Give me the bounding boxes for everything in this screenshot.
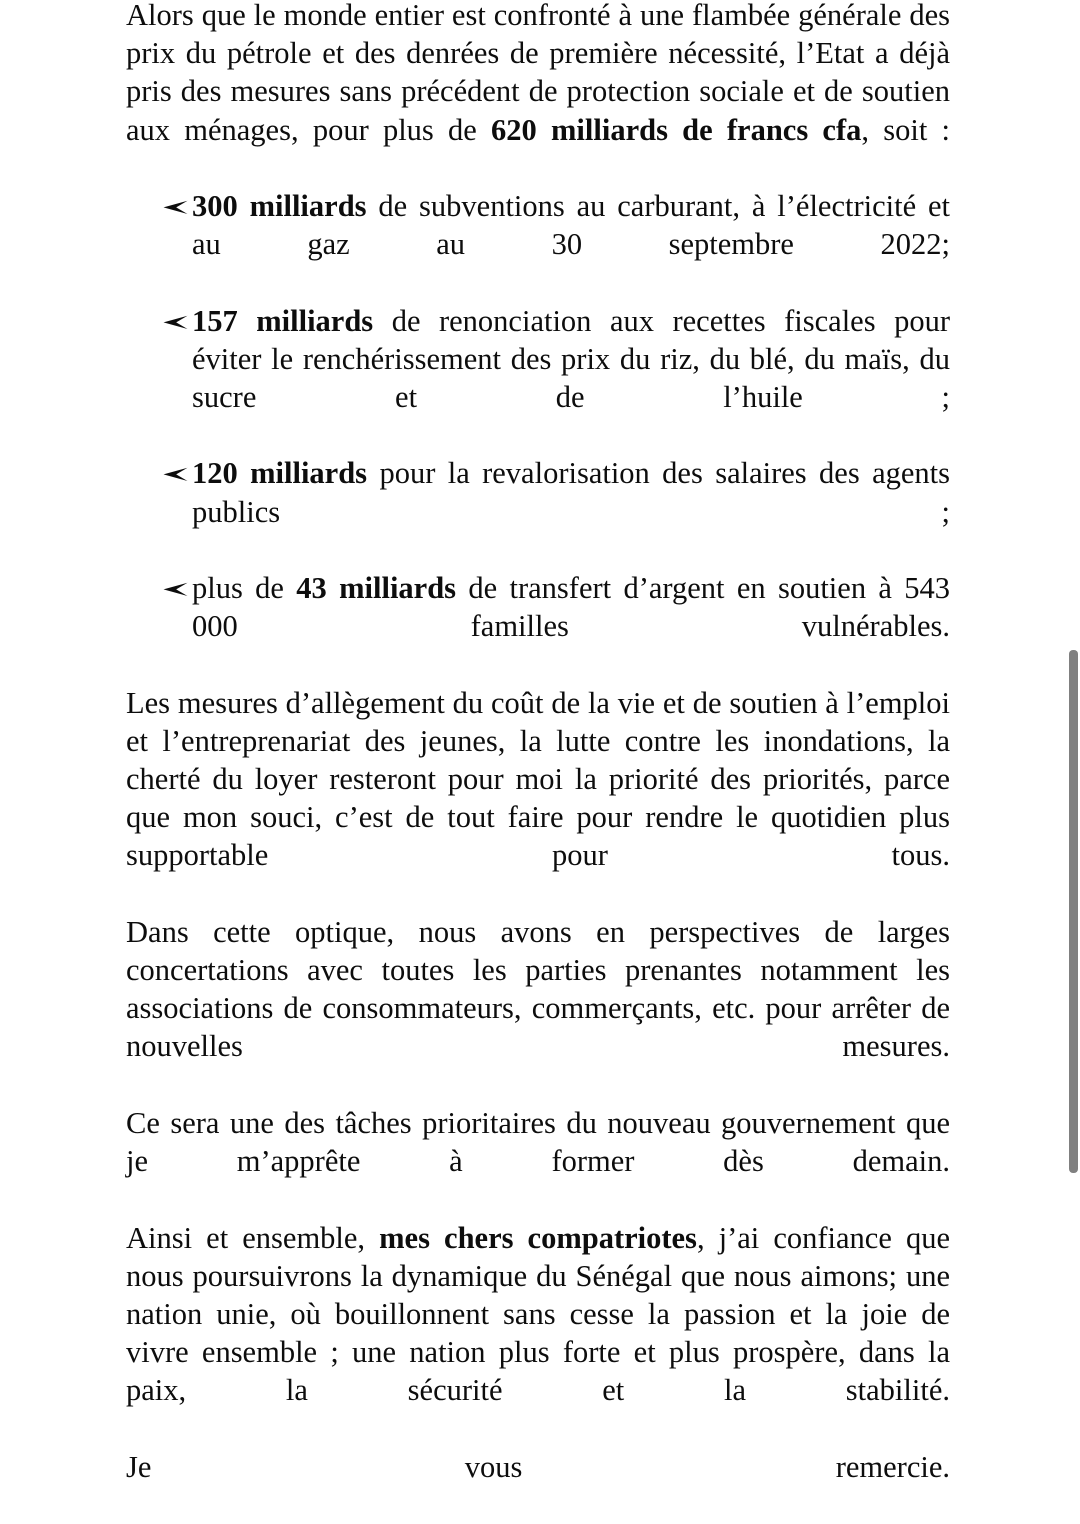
body-text: Ainsi et ensemble, <box>126 1220 380 1255</box>
arrowhead-bullet-icon <box>163 569 193 597</box>
emphasis-text: 43 milliards <box>296 571 457 606</box>
body-text: , soit : <box>861 112 951 147</box>
body-text: plus de <box>192 571 297 606</box>
list-item-salaires <box>126 454 950 569</box>
list-item-transfert-argent <box>126 569 950 684</box>
list-item-subventions <box>126 187 950 302</box>
emphasis-text: 120 milliards <box>192 456 368 491</box>
body-text: Les mesures d’allègement du coût de la vie et de soutien à l’emploi et l’entreprenariat des jeunes, la lutte contre les inondations, la cherté du loyer resteront pour moi la priorité des priorités, parce que mon souci, c’est de tout faire pour rendre le quotidien plus supportable pour tous. <box>126 685 950 873</box>
body-text: de renonciation aux recettes fiscales pour éviter le renchérissement des prix du riz, du blé, du maïs, du sucre et de l’huile ; <box>192 303 950 415</box>
body-text: Alors que le monde entier est confronté à une flambée générale des prix du pétrole et des denrées de première nécessité, l’Etat a déjà pris des mesures sans précédent de protection sociale et de soutien aux ménages, pour plus de <box>126 0 950 147</box>
body-text: , j’ai confiance que nous poursuivrons la dynamique du Sénégal que nous aimons; une nation unie, où bouillonnent sans cesse la passion et la joie de vivre ensemble ; une nation plus forte et plus prospère, dans la paix, la sécurité et la stabilité. <box>126 1220 950 1408</box>
body-text: de transfert d’argent en soutien à 543 000 familles vulnérables. <box>192 571 951 644</box>
paragraph-concertations <box>126 913 950 1104</box>
paragraph-ainsi-et-ensemble <box>126 1219 950 1448</box>
arrowhead-bullet-icon <box>163 302 193 330</box>
scrollbar-thumb[interactable] <box>1069 650 1078 1173</box>
body-text: pour la revalorisation des salaires des agents publics ; <box>192 456 951 529</box>
list-item-recettes-fiscales <box>126 302 950 455</box>
body-text: Dans cette optique, nous avons en perspectives de larges concertations avec toutes les parties prenantes notamment les associations de consommateurs, commerçants, etc. pour arrêter de nouvelles mesures. <box>126 914 950 1064</box>
vertical-scrollbar[interactable] <box>1062 0 1080 1173</box>
document-text-column <box>126 0 950 1524</box>
arrowhead-bullet-icon <box>163 454 193 482</box>
emphasis-text: 157 milliards <box>192 303 374 338</box>
body-text: Ce sera une des tâches prioritaires du nouveau gouvernement que je m’apprête à former dès demain. <box>126 1105 950 1179</box>
body-text: Je vous remercie. <box>126 1449 950 1484</box>
paragraph-nouveau-gouvernement <box>126 1104 950 1219</box>
emphasis-text: 300 milliards <box>192 189 367 224</box>
emphasis-text: mes chers compatriotes <box>379 1220 697 1255</box>
measures-list <box>126 187 950 684</box>
body-text: de subventions au carburant, à l’électricité et au gaz au 30 septembre 2022; <box>192 189 950 262</box>
emphasis-text: 620 milliards de francs cfa <box>491 112 862 147</box>
paragraph-remerciement <box>126 1448 950 1524</box>
paragraph-mesures-allegement <box>126 684 950 913</box>
arrowhead-bullet-icon <box>163 187 193 215</box>
paragraph-intro <box>126 0 950 187</box>
